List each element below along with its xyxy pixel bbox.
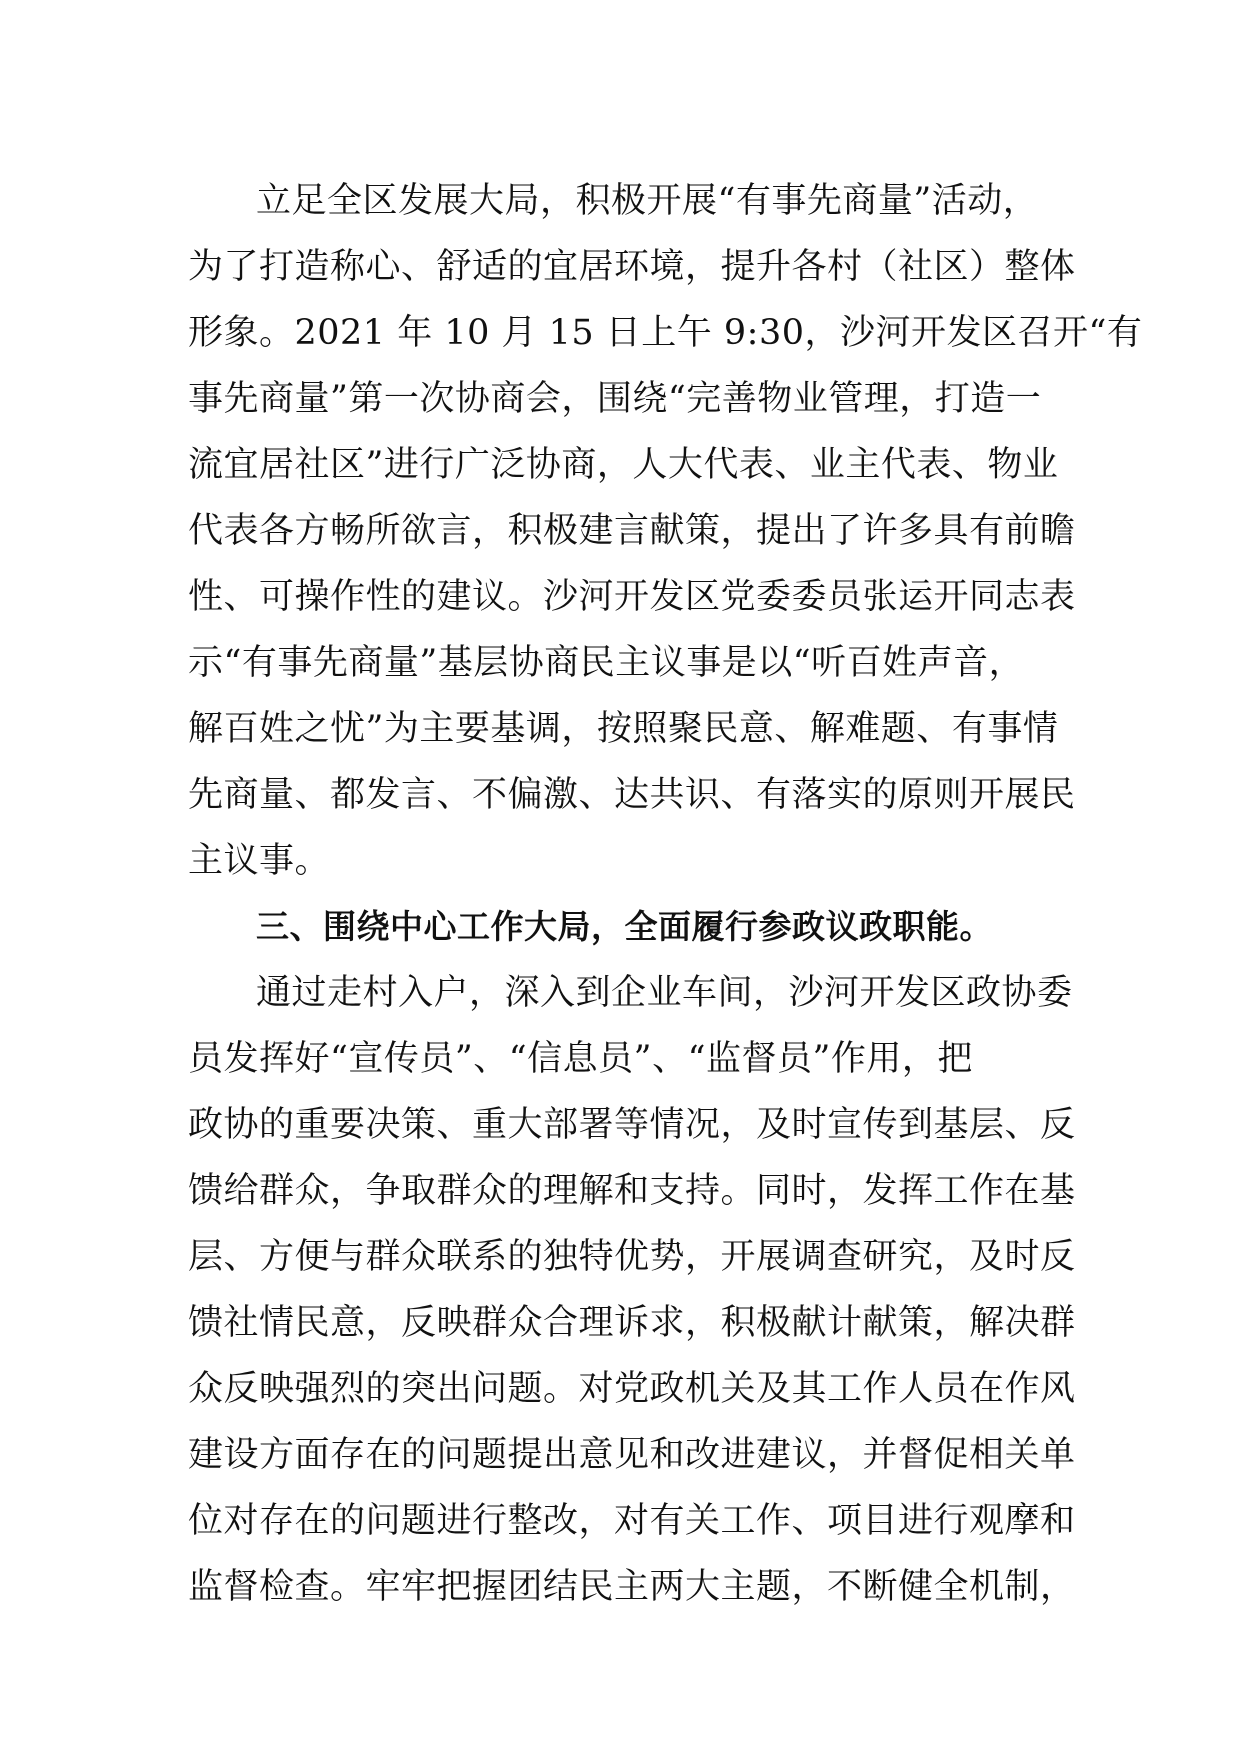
text-line: 监督检查。牢牢把握团结民主两大主题，不断健全机制， xyxy=(188,1567,1076,1607)
text-line: 立足全区发展大局，积极开展“有事先商量”活动， xyxy=(256,181,1039,221)
text-line: 众反映强烈的突出问题。对党政机关及其工作人员在作风 xyxy=(188,1369,1076,1409)
text-line: 流宜居社区”进行广泛协商，人大代表、业主代表、物业 xyxy=(188,445,1059,485)
text-line: 主议事。 xyxy=(188,841,331,881)
text-line: 代表各方畅所欲言，积极建言献策，提出了许多具有前瞻 xyxy=(188,511,1076,551)
text-line: 馈社情民意，反映群众合理诉求，积极献计献策，解决群 xyxy=(188,1303,1076,1343)
text-line: 先商量、都发言、不偏激、达共识、有落实的原则开展民 xyxy=(188,775,1076,815)
text-line: 性、可操作性的建议。沙河开发区党委委员张运开同志表 xyxy=(188,577,1076,617)
text-line: 层、方便与群众联系的独特优势，开展调查研究，及时反 xyxy=(188,1237,1076,1277)
text-line: 为了打造称心、舒适的宜居环境，提升各村（社区）整体 xyxy=(188,247,1076,287)
document-body xyxy=(188,168,1143,1620)
text-line: 位对存在的问题进行整改，对有关工作、项目进行观摩和 xyxy=(188,1501,1076,1541)
section-heading: 三、围绕中心工作大局，全面履行参政议政职能。 xyxy=(256,907,993,946)
paragraph-political-participation xyxy=(188,960,1076,1620)
text-line: 政协的重要决策、重大部署等情况，及时宣传到基层、反 xyxy=(188,1105,1076,1145)
text-line: 建设方面存在的问题提出意见和改进建议，并督促相关单 xyxy=(188,1435,1076,1475)
text-line: 示“有事先商量”基层协商民主议事是以“听百姓声音， xyxy=(188,643,1025,683)
text-line: 事先商量”第一次协商会，围绕“完善物业管理，打造一 xyxy=(188,379,1042,419)
paragraph-community-consultation xyxy=(188,168,1143,894)
text-line: 员发挥好“宣传员”、“信息员”、“监督员”作用，把 xyxy=(188,1039,973,1079)
text-line: 通过走村入户，深入到企业车间，沙河开发区政协委 xyxy=(256,973,1073,1013)
text-line: 馈给群众，争取群众的理解和支持。同时，发挥工作在基 xyxy=(188,1171,1076,1211)
text-line: 解百姓之忧”为主要基调，按照聚民意、解难题、有事情 xyxy=(188,709,1059,749)
text-line: 形象。2021 年 10 月 15 日上午 9:30，沙河开发区召开“有 xyxy=(188,313,1143,353)
